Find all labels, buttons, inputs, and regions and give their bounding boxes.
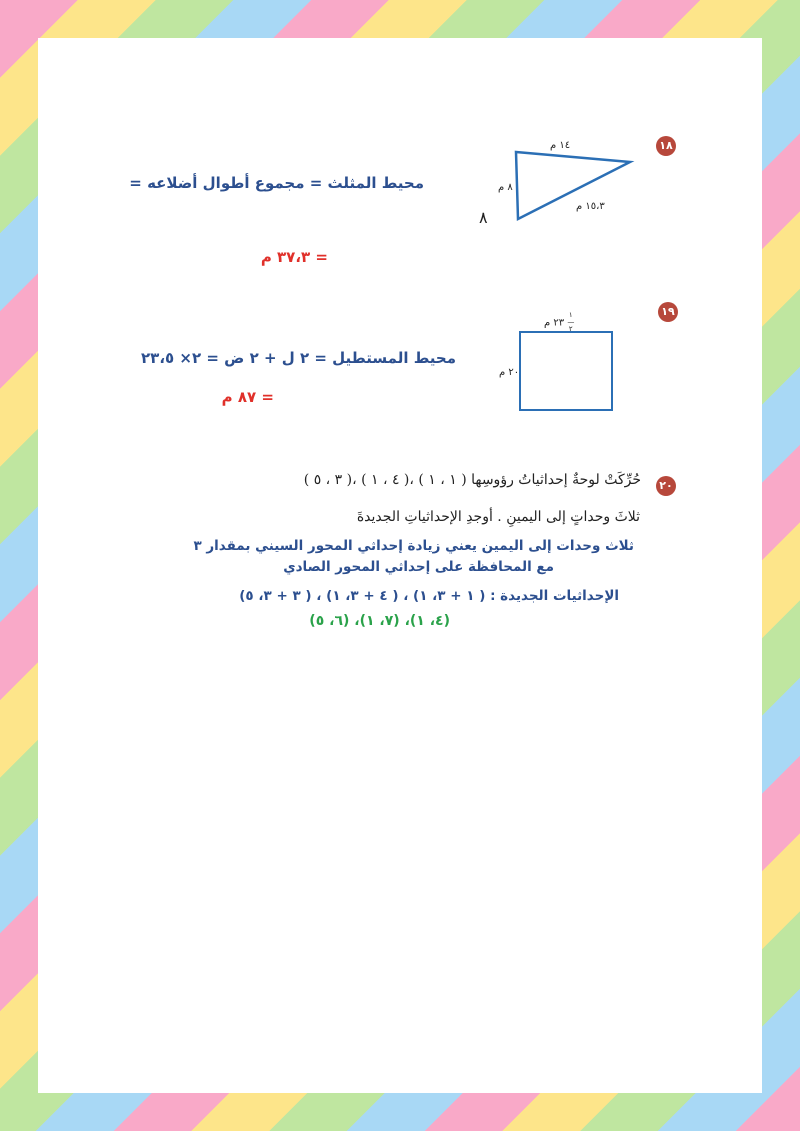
triangle-perimeter-formula: محيط المثلث = مجموع أطوال أضلاعه = [129,174,424,192]
question-text-line-2: ثلاثَ وحداتٍ إلى اليمينِ . أوجدِ الإحداثياتِ الجديدةَ [356,509,640,525]
triangle-shape [516,152,630,219]
rectangle-side-left-label: ٢٠ م [499,367,520,378]
triangle-side-left-label: ٨ م [498,182,513,193]
question-number-badge: ١٩ [658,302,678,322]
rectangle-perimeter-result: = ٨٧ م [221,388,274,406]
question-number-badge: ١٨ [656,136,676,156]
rectangle-perimeter-formula: محيط المستطيل = ٢ ل + ٢ ض = ٢× ٢٣،٥ [141,349,456,367]
worksheet-page [38,38,762,1093]
triangle-diagram [508,146,638,231]
new-coordinates-computation: الإحداثيات الجديدة : ( ١ + ٣، ١) ، ( ٤ + ٣، ١) ، ( ٣ + ٣، ٥) [239,588,619,604]
question-number-badge: ٢٠ [656,476,676,496]
triangle-side-top-label: ١٤ م [550,140,571,151]
new-coordinates-result: (٤، ١)، (٧، ١)، (٦، ٥) [309,613,450,629]
rectangle-diagram [518,330,614,412]
triangle-side-right-label: ١٥،٣ م [576,201,605,212]
rectangle-side-top-label: ١ — ٢ ٢٣ م [544,311,575,333]
triangle-perimeter-result: = ٣٧،٣ م [260,248,328,266]
answer-explanation-line-2: مع المحافظة على إحداثي المحور الصادي [283,559,554,575]
answer-explanation-line-1: ثلاث وحدات إلى اليمين يعني زيادة إحداثي المحور السيني بمقدار ٣ [193,538,634,554]
rectangle-shape [520,332,612,410]
question-text-line-1: حُرِّكَتْ لوحةٌ إحداثياتُ رؤوسِها ( ١ ، ١ ) ،( ٤ ، ١ ) ،( ٣ ، ٥ ) [303,472,641,488]
handwritten-mark: ٨ [479,208,488,227]
